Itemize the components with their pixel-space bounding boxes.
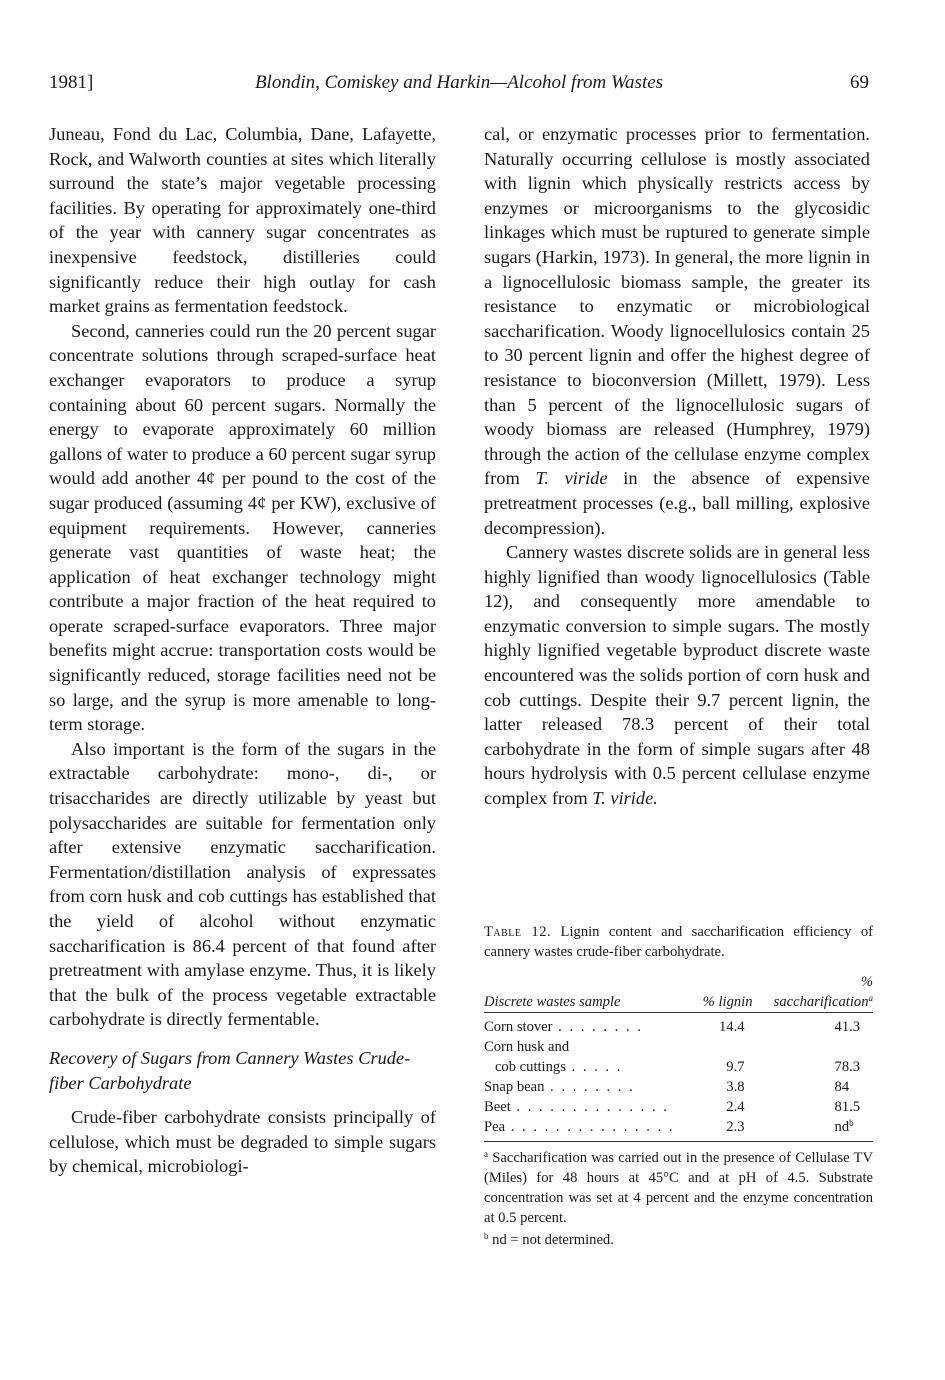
paragraph: Second, canneries could run the 20 percent sugar concentrate solutions through scraped-surface heat exchanger evaporators to produce a syrup containing about 60 percent sugars. Normally the energy to evaporate approximately 60 million gallons of water to produce a 60 percent sugar syrup would add another 4¢ per pound to the cost of the sugar produced (assuming 4¢ per KW), exclusive of equipment requirements. However, canneries generate vast quantities of waste heat; the application of heat exchanger technology might contribute a major fraction of the heat required to operate scraped-surface evaporators. Three major benefits might accrue: transportation costs would be significantly reduced, storage facilities need not be so large, and the syrup is more amenable to long-term storage. — [49, 320, 436, 735]
cell-saccharification — [761, 1057, 873, 1077]
data-table — [484, 972, 873, 1142]
sample-name: Beet — [484, 1099, 511, 1115]
cell-saccharification — [761, 1037, 873, 1057]
header-saccharification — [761, 972, 873, 1013]
paragraph: Also important is the form of the sugars in the extractable carbohydrate: mono-, di-, or trisaccharides are directly utilizable by yeast but polysaccharides are suitable for fermentation only after extensive enzymatic saccharification. Fermentation/distillation analysis of expressates from corn husk and cob cuttings has established that the yield of alcohol without enzymatic saccharification is 86.4 percent of that found after pretreatment with amylase enzyme. Thus, it is likely that the bulk of the process vegetable extractable carbohydrate is directly fermentable. — [49, 738, 436, 1030]
dot-leader: . . . . . . . . — [544, 1079, 635, 1095]
cell-sample — [484, 1117, 675, 1142]
cell-lignin: 2.3 — [726, 1119, 745, 1135]
header-text: % saccharification — [773, 974, 873, 1010]
sample-name: Snap bean — [484, 1079, 545, 1095]
running-title: Blondin, Comiskey and Harkin—Alcohol from Wastes — [254, 72, 664, 93]
table-row — [484, 1097, 873, 1117]
cell-sample — [484, 1013, 675, 1038]
cell-lignin: 2.4 — [726, 1099, 745, 1115]
footnote-mark: a — [484, 1149, 488, 1159]
text-run: Cannery wastes discrete solids are in general less highly lignified than woody lignocellulosics (Table 12), and consequently more amendable to enzymatic conversion to simple sugars. The mostly highly lignified vegetable byproduct discrete waste encountered was the solids portion of corn husk and cob cuttings. Despite their 9.7 percent lignin, the latter released 78.3 percent of their total carbohydrate in the form of simple sugars after 48 hours hydrolysis with 0.5 percent cellulase enzyme complex from — [484, 542, 870, 809]
dot-leader: . . . . . . . . — [552, 1019, 643, 1035]
sample-name: Pea — [484, 1119, 506, 1135]
right-column — [484, 122, 870, 811]
sample-name: Corn stover — [484, 1019, 553, 1035]
paragraph: Juneau, Fond du Lac, Columbia, Dane, Lafayette, Rock, and Walworth counties at sites which literally surround the state’s major vegetable processing facilities. By operating for approximately one-third of the year with cannery sugar concentrates as inexpensive feedstock, distilleries could significantly reduce their high outlay for cash market grains as fermentation feedstock. — [49, 124, 436, 317]
table-header-row — [484, 972, 873, 1013]
sacch-value: 81.5 — [834, 1099, 861, 1115]
cell-saccharification — [761, 1117, 873, 1142]
page-number: 69 — [850, 72, 869, 93]
volume-year: 1981] — [49, 72, 94, 93]
table-row — [484, 1057, 873, 1077]
footnote-text: nd = not determined. — [492, 1232, 614, 1248]
paragraph — [484, 122, 870, 540]
caption-text: Lignin content and saccharification efficiency of cannery wastes crude-fiber carbohydrate. — [484, 924, 873, 960]
cell-sample — [484, 1057, 675, 1077]
cell-lignin: 9.7 — [726, 1059, 745, 1075]
footnote-mark: b — [849, 1118, 854, 1128]
left-column — [49, 122, 436, 1179]
cell-lignin: 3.8 — [726, 1079, 745, 1095]
cell-sample — [484, 1077, 675, 1097]
cell-sample — [484, 1097, 675, 1117]
table-12 — [484, 922, 873, 1252]
sacch-value: 84 — [834, 1079, 850, 1095]
table-row — [484, 1117, 873, 1142]
footnote-mark: a — [868, 993, 873, 1003]
header-lignin: % lignin — [702, 994, 753, 1010]
footnote-mark: b — [484, 1231, 489, 1241]
table-label: Table 12. — [484, 924, 552, 940]
header-sample: Discrete wastes sample — [484, 994, 621, 1010]
cell-saccharification — [761, 1013, 873, 1038]
sacch-value: 41.3 — [834, 1019, 861, 1035]
species-name: T. viride — [535, 468, 608, 489]
cell-lignin — [675, 1037, 761, 1057]
footnote-a — [484, 1148, 873, 1228]
cell-saccharification — [761, 1077, 873, 1097]
dot-leader: . . . . . — [565, 1059, 623, 1075]
footnote-text: Saccharification was carried out in the presence of Cellulase TV (Miles) for 48 hours at 45°C and at pH of 4.5. Substrate concentration was set at 4 percent and the enzyme concentration at 0.5 percent. — [484, 1150, 873, 1226]
table-footnotes — [484, 1148, 873, 1250]
cell-lignin: 14.4 — [718, 1019, 745, 1035]
text-run: in the absence of expensive pretreatment processes (e.g., ball milling, explosive decompression). — [484, 468, 870, 538]
sacch-value: nd — [834, 1119, 850, 1135]
sample-name: cob cuttings — [484, 1059, 566, 1075]
paragraph — [484, 540, 870, 811]
dot-leader: . . . . . . . . . . . . . . . — [505, 1119, 675, 1135]
paragraph: Crude-fiber carbohydrate consists principally of cellulose, which must be degraded to simple sugars by chemical, microbiologi- — [49, 1107, 436, 1177]
running-header — [49, 72, 869, 102]
sacch-value: 78.3 — [834, 1059, 861, 1075]
sample-name: Corn husk and — [484, 1039, 570, 1055]
table-caption — [484, 922, 873, 962]
species-name: T. viride. — [592, 788, 658, 809]
table-row — [484, 1037, 873, 1057]
dot-leader: . . . . . . . . . . . . . . — [510, 1099, 669, 1115]
section-heading: Recovery of Sugars from Cannery Wastes Crude-fiber Carbohydrate — [49, 1047, 411, 1093]
text-run: cal, or enzymatic processes prior to fermentation. Naturally occurring cellulose is mostly associated with lignin which physically restricts access by enzymes or microorganisms to the glycosidic linkages which must be ruptured to generate simple sugars (Harkin, 1973). In general, the more lignin in a lignocellulosic biomass sample, the greater its resistance to enzymatic or microbiological saccharification. Woody lignocellulosics contain 25 to 30 percent lignin and offer the highest degree of resistance to bioconversion (Millett, 1979). Less than 5 percent of the lignocellulosic sugars of woody biomass are released (Humphrey, 1979) through the action of the cellulase enzyme complex from — [484, 124, 870, 489]
cell-sample — [484, 1037, 675, 1057]
cell-saccharification — [761, 1097, 873, 1117]
footnote-b — [484, 1230, 873, 1250]
table-row — [484, 1013, 873, 1038]
table-row — [484, 1077, 873, 1097]
